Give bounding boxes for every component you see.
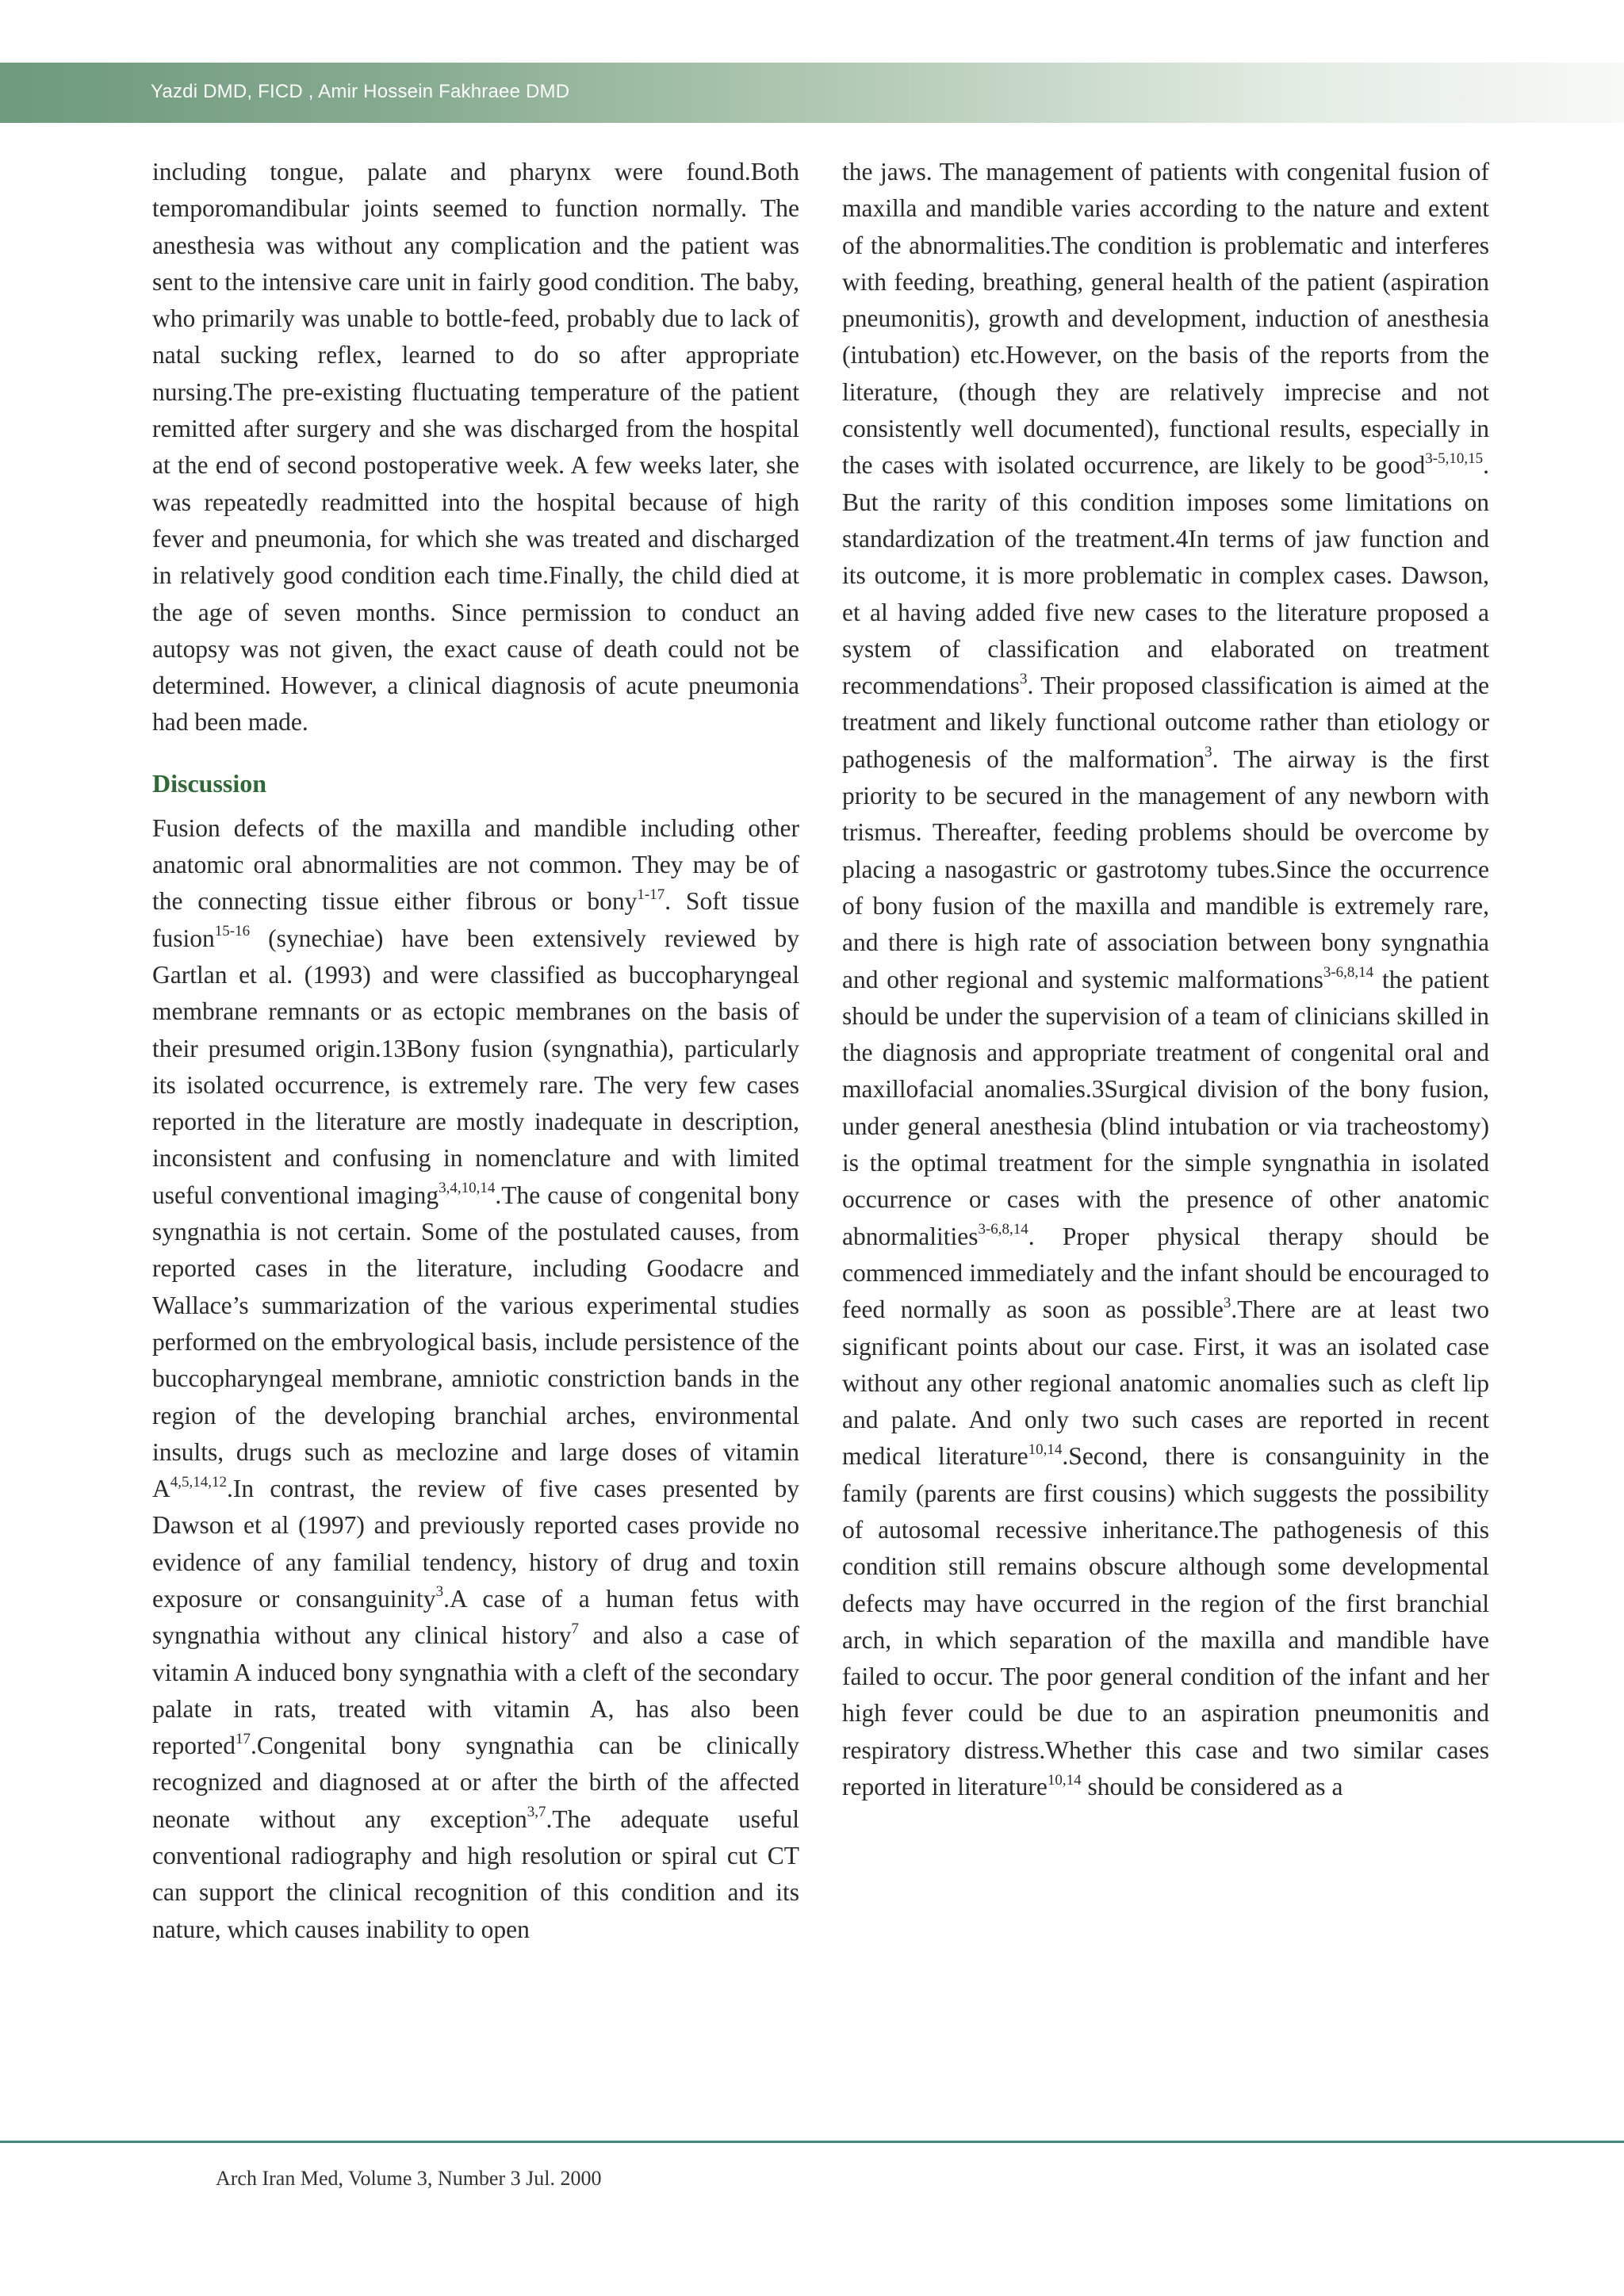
text-run: .The cause of congenital bony syngnathia is not certain. Some of the postulated causes, from reported cases in the literature, including Goodacre and Wallace’s summarization of the various experimental studies performed on the embryological basis, include persistence of the buccopharyngeal membrane, amniotic constriction bands in the region of the developing branchial arches, environmental insults, drugs such as meclozine and large doses of vitamin A — [152, 1181, 799, 1503]
text-run: .In contrast, the review of five cases presented by Dawson et al (1997) and previously reported cases provide no evidence of any familial tendency, history of drug and toxin exposure or consanguinity — [152, 1475, 799, 1613]
citation-superscript: 1-17 — [637, 886, 665, 903]
case-report-paragraph: including tongue, palate and pharynx were found.Both temporomandibular joints seemed to function normally. The anesthesia was without any complication and the patient was sent to the intensive care unit in fairly good condition. The baby, who primarily was unable to bottle-feed, probably due to lack of natal sucking reflex, learned to do so after appropriate nursing.The pre-existing fluctuating temperature of the patient remitted after surgery and she was discharged from the hospital at the end of second postoperative week. A few weeks later, she was repeatedly readmitted into the hospital because of high fever and pneumonia, for which she was treated and discharged in relatively good condition each time.Finally, the child died at the age of seven months. Since permission to conduct an autopsy was not given, the exact cause of death could not be determined. However, a clinical diagnosis of acute pneumonia had been made. — [152, 158, 799, 737]
left-column — [152, 154, 799, 1948]
text-run: Fusion defects of the maxilla and mandible including other anatomic oral abnormalities are not common. They may be of the connecting tissue either fibrous or bony — [152, 813, 799, 916]
text-run: the jaws. The management of patients with congenital fusion of maxilla and mandible varies according to the nature and extent of the abnormalities.The condition is problematic and interferes with feeding, breathing, general health of the patient (aspiration pneumonitis), growth and development, induction of anesthesia (intubation) etc.However, on the basis of the reports from the literature, (though they are relatively imprecise and not consistently well documented), functional results, especially in the cases with isolated occurrence, are likely to be good — [842, 158, 1489, 480]
citation-superscript: 3,4,10,14 — [439, 1180, 496, 1197]
citation-superscript: 3-5,10,15 — [1425, 450, 1484, 467]
right-column — [842, 154, 1489, 1805]
text-run: .The adequate useful conventional radiography and high resolution or spiral cut CT can support the clinical recognition of this condition and its nature, which causes inability to open — [152, 1804, 799, 1943]
citation-superscript: 3-6,8,14 — [1323, 964, 1374, 982]
discussion-paragraph-right — [842, 154, 1489, 1805]
text-run: and also a case of vitamin A induced bony syngnathia with a cleft of the secondary palate in rats, treated with vitamin A, has also been reported — [152, 1621, 799, 1760]
text-run: the patient should be under the supervision of a team of clinicians skilled in the diagnosis and appropriate treatment of congenital oral and maxillofacial anomalies.3Surgical division of the bony fusion, under general anesthesia (blind intubation or via tracheostomy) is the optimal treatment for the simple syngnathia in isolated occurrence or cases with the presence of other anatomic abnormalities — [842, 965, 1489, 1250]
discussion-heading: Discussion — [152, 768, 267, 798]
citation-superscript: 3,7 — [527, 1804, 546, 1821]
citation-superscript: 15-16 — [214, 923, 251, 940]
text-run: .There are at least two significant points about our case. First, it was an isolated case without any other regional anatomic anomalies such as cleft lip and palate. And only two such cases are reported in recent medical literature — [842, 1295, 1489, 1471]
citation-superscript: 7 — [571, 1620, 579, 1637]
running-header-authors: Yazdi DMD, FICD , Amir Hossein Fakhraee DMD — [151, 81, 570, 102]
citation-superscript: 10,14 — [1028, 1441, 1063, 1458]
citation-superscript: 3 — [1019, 670, 1028, 687]
footer-rule — [0, 2141, 1624, 2143]
citation-superscript: 3 — [435, 1583, 444, 1601]
citation-superscript: 3 — [1205, 744, 1212, 761]
text-run: . Soft tissue fusion — [152, 887, 799, 952]
text-run: .A case of a human fetus with syngnathia without any clinical history — [152, 1584, 799, 1650]
text-run: . The airway is the first priority to be secured in the management of any newborn with trismus. Thereafter, feeding problems should be overcome by placing a nasogastric or gastrotomy tubes.Since the occurrence of bony fusion of the maxilla and mandible is extremely rare, and there is high rate of association between bony syngnathia and other regional and systemic malformations — [842, 744, 1490, 993]
discussion-paragraph-left — [152, 810, 799, 1948]
citation-superscript: 3 — [1223, 1294, 1231, 1311]
text-run: . But the rarity of this condition imposes some limitations on standardization of the treatment.4In terms of jaw function and its outcome, it is more problematic in complex cases. Dawson, et al having added five new cases to the literature proposed a system of classification and elaborated on treatment recommendations — [842, 451, 1489, 700]
text-run: should be considered as a — [1081, 1773, 1343, 1801]
citation-superscript: 10,14 — [1047, 1771, 1082, 1789]
citation-superscript: 4,5,14,12 — [170, 1473, 227, 1490]
citation-superscript: 17 — [235, 1730, 251, 1747]
text-run: .Second, there is consanguinity in the family (parents are first cousins) which suggests the possibility of autosomal recessive inheritance.The pathogenesis of this condition still remains obscure although some developmental defects may have occurred in the region of the first branchial arch, in which separation of the maxilla and mandible have failed to occur. The poor general condition of the infant and her high fever could be due to an aspiration pneumonitis and respiratory distress.Whether this case and two similar cases reported in literature — [842, 1442, 1489, 1801]
text-run: (synechiae) have been extensively reviewed by Gartlan et al. (1993) and were classified as buccopharyngeal membrane remnants or as ectopic membranes on the basis of their presumed origin.13Bony fusion (syngnathia), particularly its isolated occurrence, is extremely rare. The very few cases reported in the literature are mostly inadequate in description, inconsistent and confusing in nomenclature and with limited useful conventional imaging — [152, 924, 799, 1209]
citation-superscript: 3-6,8,14 — [978, 1221, 1028, 1238]
text-run: .Congenital bony syngnathia can be clinically recognized and diagnosed at or after the birth of the affected neonate without any exception — [152, 1732, 799, 1833]
text-run: . Proper physical therapy should be commenced immediately and the infant should be encouraged to feed normally as soon as possible — [842, 1222, 1489, 1324]
text-run: . Their proposed classification is aimed at the treatment and likely functional outcome rather than etiology or pathogenesis of the malformation — [842, 672, 1489, 773]
footer-citation: Arch Iran Med, Volume 3, Number 3 Jul. 2000 — [216, 2167, 602, 2190]
